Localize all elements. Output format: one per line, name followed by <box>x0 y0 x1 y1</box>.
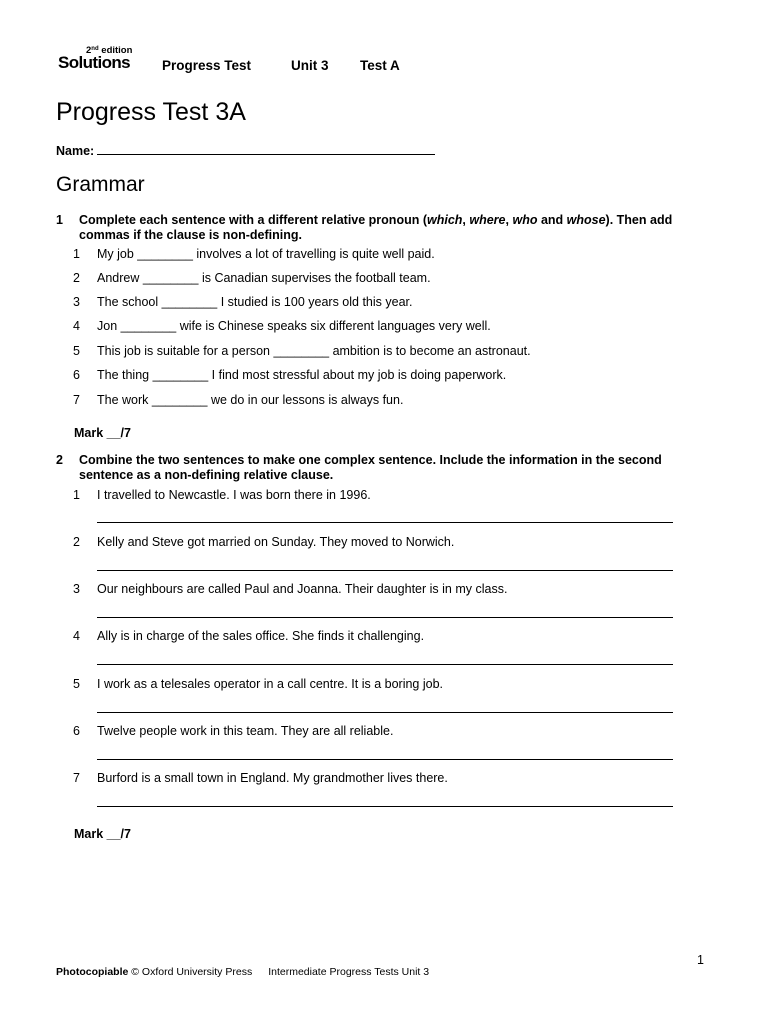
header-test: Test A <box>360 58 400 73</box>
q2-item-text: Kelly and Steve got married on Sunday. They moved to Norwich. <box>97 535 455 549</box>
q2-item-text: I travelled to Newcastle. I was born there in 1996. <box>97 488 371 502</box>
header-progress-test: Progress Test <box>162 58 252 73</box>
answer-line <box>97 617 673 618</box>
q1-item-number: 2 <box>73 271 80 285</box>
q1-item-text: This job is suitable for a person ________ ambition is to become an astronaut. <box>97 344 531 358</box>
q2-item-text: I work as a telesales operator in a call centre. It is a boring job. <box>97 677 444 691</box>
logo-word: Solutions <box>58 53 131 72</box>
q2-item-text: Our neighbours are called Paul and Joanna. Their daughter is in my class. <box>97 582 508 596</box>
q1-item-number: 1 <box>73 247 80 261</box>
answer-line <box>97 712 673 713</box>
question-2-mark: Mark __/7 <box>74 827 131 841</box>
q1-item-number: 6 <box>73 368 80 382</box>
footer-copyright: © Oxford University Press <box>128 966 253 978</box>
q1-item-number: 3 <box>73 295 80 309</box>
solutions-logo <box>58 44 142 74</box>
answer-line <box>97 570 673 571</box>
q2-item-text: Burford is a small town in England. My grandmother lives there. <box>97 771 448 785</box>
question-2-number: 2 <box>56 453 63 467</box>
question-1-mark: Mark __/7 <box>74 426 131 440</box>
answer-line <box>97 664 673 665</box>
q1-item-number: 5 <box>73 344 80 358</box>
q1-item-text: The school ________ I studied is 100 years old this year. <box>97 295 413 309</box>
q2-item-number: 4 <box>73 629 80 643</box>
page-footer <box>56 966 429 979</box>
section-heading: Grammar <box>56 173 145 196</box>
q2-item-number: 1 <box>73 488 80 502</box>
footer-photocopiable: Photocopiable <box>56 966 129 978</box>
question-1-number: 1 <box>56 213 63 227</box>
answer-line <box>97 806 673 807</box>
q1-item-number: 4 <box>73 319 80 333</box>
q1-item-text: The work ________ we do in our lessons is always fun. <box>97 393 404 407</box>
logo-edition: 2nd edition <box>86 45 133 56</box>
q1-item-number: 7 <box>73 393 80 407</box>
q2-item-number: 7 <box>73 771 80 785</box>
q2-item-number: 2 <box>73 535 80 549</box>
q2-item-text: Twelve people work in this team. They are all reliable. <box>97 724 394 738</box>
header-unit: Unit 3 <box>291 58 329 73</box>
name-label: Name: <box>56 144 95 158</box>
question-1-instruction: Complete each sentence with a different relative pronoun (which, where, who and whose). Then add commas if the clause is non-defining. <box>79 213 673 242</box>
page-title: Progress Test 3A <box>56 98 246 126</box>
q1-item-text: Jon ________ wife is Chinese speaks six different languages very well. <box>97 319 491 333</box>
q1-item-text: The thing ________ I find most stressful about my job is doing paperwork. <box>97 368 507 382</box>
q2-item-number: 3 <box>73 582 80 596</box>
q2-item-number: 6 <box>73 724 80 738</box>
footer-test-name: Intermediate Progress Tests Unit 3 <box>268 966 430 978</box>
answer-line <box>97 759 673 760</box>
q1-item-text: Andrew ________ is Canadian supervises the football team. <box>97 271 431 285</box>
question-2-instruction: Combine the two sentences to make one complex sentence. Include the information in the second sentence as a non-defining relative clause. <box>79 453 662 482</box>
q2-item-number: 5 <box>73 677 80 691</box>
q2-item-text: Ally is in charge of the sales office. She finds it challenging. <box>97 629 425 643</box>
name-field <box>56 143 435 159</box>
q1-item-text: My job ________ involves a lot of travelling is quite well paid. <box>97 247 435 261</box>
page-header <box>58 44 718 74</box>
name-blank-line <box>97 143 435 155</box>
answer-line <box>97 522 673 523</box>
page-number: 1 <box>697 953 704 967</box>
